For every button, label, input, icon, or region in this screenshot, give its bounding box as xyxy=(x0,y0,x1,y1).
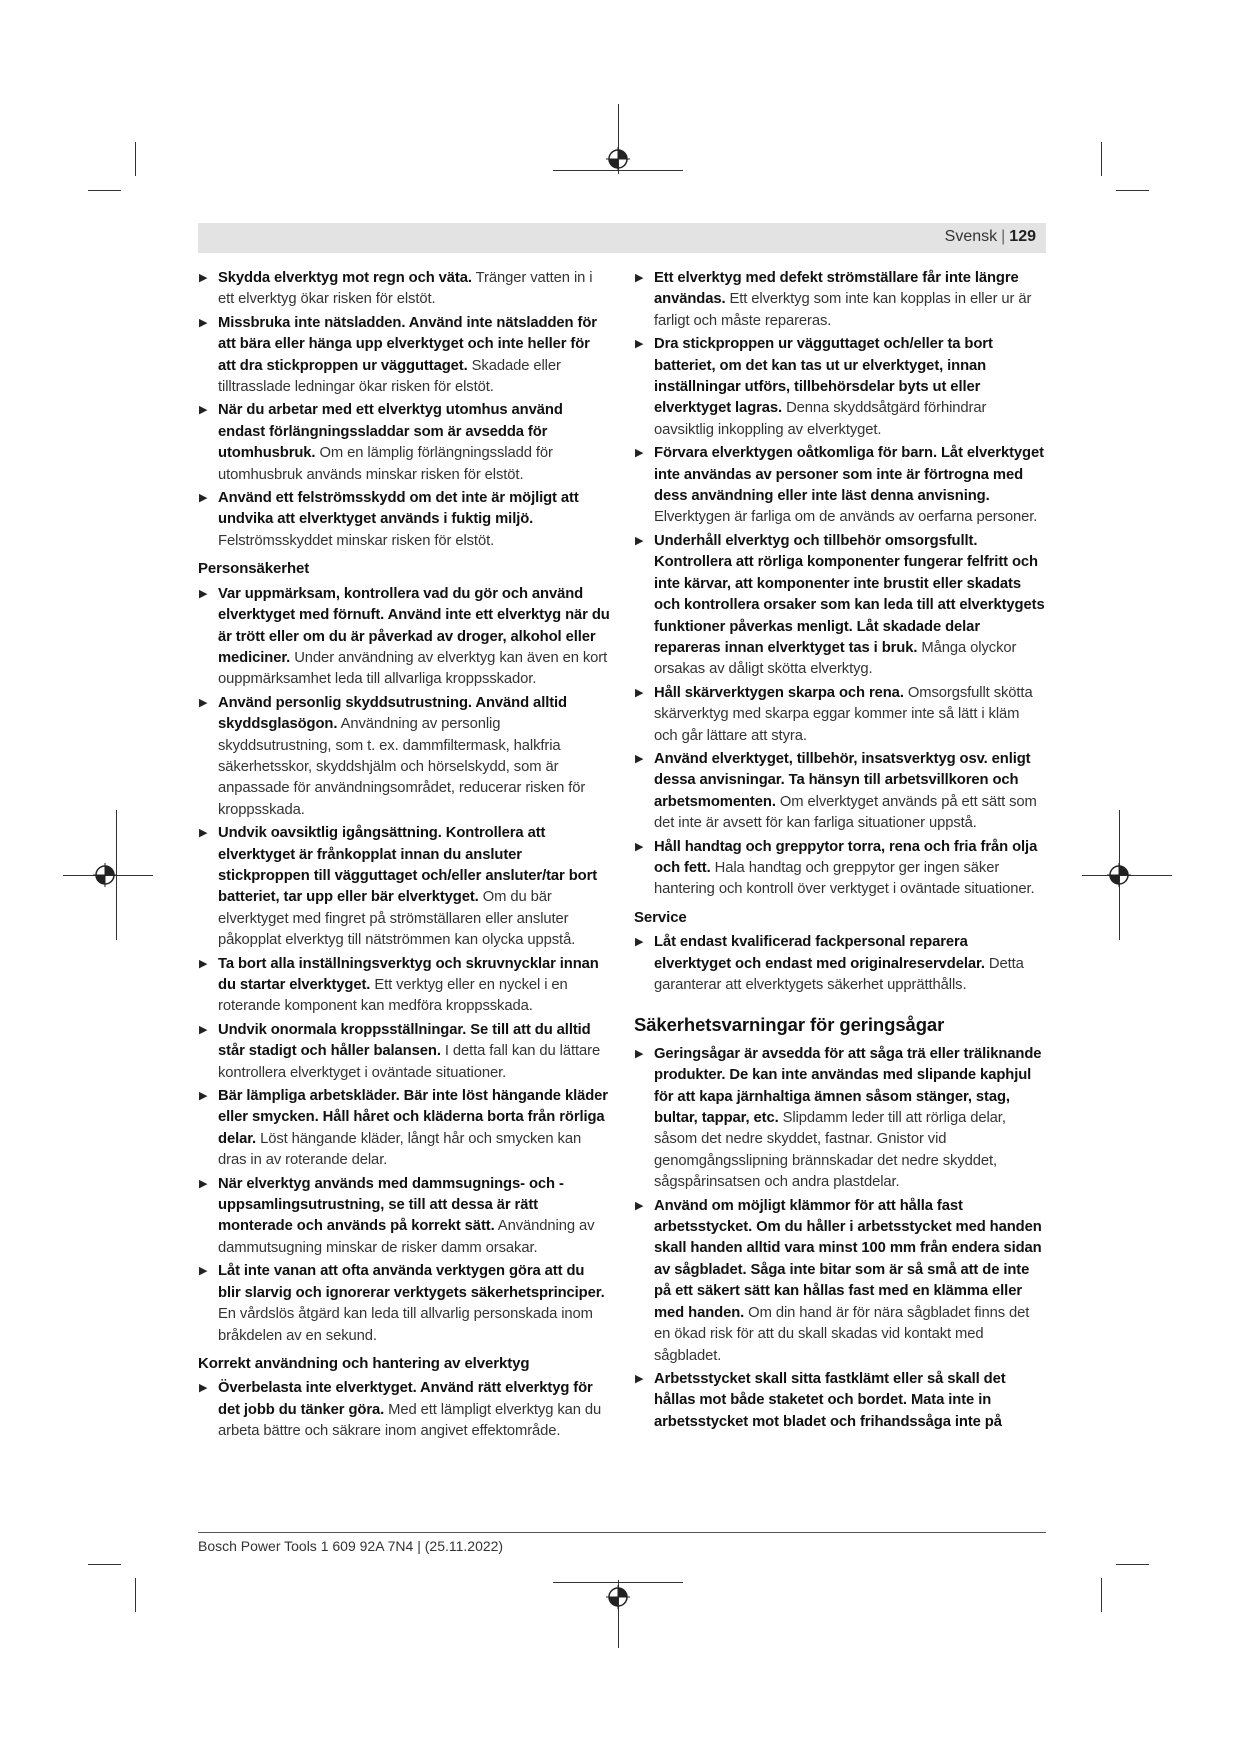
list-item: ▶ Skydda elverktyg mot regn och väta. Tränger vatten in i ett elverktyg ökar risken för elstöt. xyxy=(198,268,610,311)
list-item: ▶ Ett elverktyg med defekt strömställare får inte längre användas. Ett elverktyg som inte kan kopplas in eller ur är farligt och måste repareras. xyxy=(634,268,1046,332)
right-column xyxy=(634,268,1046,1435)
crop-mark xyxy=(1101,142,1102,176)
list-item: ▶ Låt inte vanan att ofta använda verktygen göra att du blir slarvig och ignorerar verktygets säkerhetsprinciper. En vårdslös åtgärd kan leda till allvarlig personskada inom bråkdelen av en sekund. xyxy=(198,1261,610,1347)
list-item: ▶ Arbetsstycket skall sitta fastklämt eller så skall det hållas mot både staketet och bordet. Mata inte in arbetsstycket mot bladet och frihandssåga inte på xyxy=(634,1369,1046,1433)
registration-target-icon xyxy=(606,147,630,171)
list-item: ▶ När elverktyg används med dammsugnings- och -uppsamlingsutrustning, se till att dessa är rätt monterade och används på korrekt sätt. Användning av dammutsugning minskar de risker damm orsakar. xyxy=(198,1174,610,1260)
list-item: ▶ Undvik oavsiktlig igångsättning. Kontrollera att elverktyget är frånkopplat innan du ansluter stickproppen till vägguttaget och/eller ansluter/tar bort batteriet, tar upp eller bär elverktyget. Om du bär elverktyget med fingret på strömställaren eller ansluter påkopplat elverktyg till nätströmmen kan olycka uppstå. xyxy=(198,823,610,951)
left-column xyxy=(198,268,610,1445)
subheading-service: Service xyxy=(634,908,687,926)
list-item: ▶ Var uppmärksam, kontrollera vad du gör och använd elverktyget med förnuft. Använd inte ett elverktyg när du är trött eller om du är påverkad av droger, alkohol eller mediciner. Under användning av elverktyg kan även en kort ouppmärksamhet leda till allvarliga kroppsskador. xyxy=(198,584,610,691)
subheading-tool-usage: Korrekt användning och hantering av elverktyg xyxy=(198,1354,530,1372)
subheading-personal-safety: Personsäkerhet xyxy=(198,560,310,578)
list-item: ▶ Använd om möjligt klämmor för att hålla fast arbetsstycket. Om du håller i arbetsstycket med handen skall handen alltid vara minst 100 mm från endera sidan av sågbladet. Såga inte bitar som är så små att de inte på ett säkert sätt kan hållas fast med en klämma eller med handen. Om din hand är för nära sågbladet finns det en ökad risk för att du skall skadas vid kontakt med sågbladet. xyxy=(634,1196,1046,1367)
page-number: 129 xyxy=(1009,228,1036,245)
crop-mark xyxy=(1101,1578,1102,1612)
crop-mark xyxy=(88,190,121,191)
crop-mark xyxy=(1116,190,1149,191)
list-item: ▶ Ta bort alla inställningsverktyg och skruvnycklar innan du startar elverktyget. Ett verktyg eller en nyckel i en roterande komponent kan medföra kroppsskada. xyxy=(198,954,610,1018)
list-item: ▶ Använd elverktyget, tillbehör, insatsverktyg osv. enligt dessa anvisningar. Ta hänsyn till arbetsvillkoren och arbetsmomenten. Om elverktyget används på ett sätt som det inte är avsett för kan farliga situationer uppstå. xyxy=(634,749,1046,835)
list-item: ▶ När du arbetar med ett elverktyg utomhus använd endast förlängningssladdar som är avsedda för utomhusbruk. Om en lämplig förlängningssladd för utomhusbruk används minskar risken för elstöt. xyxy=(198,400,610,486)
list-item: ▶ Använd personlig skyddsutrustning. Använd alltid skyddsglasögon. Användning av personlig skyddsutrustning, som t. ex. dammfiltermask, halkfria säkerhetsskor, skyddshjälm och hörselskydd, som är anpassade för användningsområdet, reducerar risken för kroppsskada. xyxy=(198,693,610,821)
footer-divider xyxy=(198,1532,1046,1533)
header-text: Svensk | 129 xyxy=(944,228,1036,245)
section-title: Säkerhetsvarningar för geringsågar xyxy=(634,1014,945,1036)
list-item: ▶ Bär lämpliga arbetskläder. Bär inte löst hängande kläder eller smycken. Håll håret och kläderna borta från rörliga delar. Löst hängande kläder, långt hår och smycken kan dras in av roterande delar. xyxy=(198,1086,610,1172)
list-item: ▶ Missbruka inte nätsladden. Använd inte nätsladden för att bära eller hänga upp elverktyget och inte heller för att dra stickproppen ur vägguttaget. Skadade eller tilltrasslade ledningar ökar risken för elstöt. xyxy=(198,313,610,399)
registration-line xyxy=(553,1582,683,1583)
crop-mark xyxy=(135,142,136,176)
list-item: ▶ Undvik onormala kroppsställningar. Se till att du alltid står stadigt och håller balansen. I detta fall kan du lättare kontrollera elverktyget i oväntade situationer. xyxy=(198,1020,610,1084)
registration-target-icon xyxy=(606,1585,630,1609)
registration-target-icon xyxy=(93,863,117,887)
list-item: ▶ Underhåll elverktyg och tillbehör omsorgsfullt. Kontrollera att rörliga komponenter fungerar felfritt och inte kärvar, att komponenter inte brustit eller skadats och kontrollera orsaker som kan leda till att elverktygets funktioner påverkas menligt. Låt skadade delar repareras innan elverktyget tas i bruk. Många olyckor orsakas av dåligt skötta elverktyg. xyxy=(634,531,1046,681)
registration-target-icon xyxy=(1107,863,1131,887)
list-item: ▶ Överbelasta inte elverktyget. Använd rätt elverktyg för det jobb du tänker göra. Med ett lämpligt elverktyg kan du arbeta bättre och säkrare inom angivet effektområde. xyxy=(198,1378,610,1442)
list-item: ▶ Håll skärverktygen skarpa och rena. Omsorgsfullt skötta skärverktyg med skarpa eggar kommer inte så lätt i kläm och går lättare att styra. xyxy=(634,683,1046,747)
list-item: ▶ Förvara elverktygen oåtkomliga för barn. Låt elverktyget inte användas av personer som inte är förtrogna med dess användning eller inte läst denna anvisning. Elverktygen är farliga om de används av oerfarna personer. xyxy=(634,443,1046,529)
list-item: ▶ Geringsågar är avsedda för att såga trä eller träliknande produkter. De kan inte användas med slipande kaphjul för att kapa järnhaltiga ämnen såsom stänger, stag, bultar, tappar, etc. Slipdamm leder till att rörliga delar, såsom det nedre skyddet, fastnar. Gnistor vid genomgångsslipning brännskadar det nedre skyddet, sågspårinsatsen och andra plastdelar. xyxy=(634,1044,1046,1194)
footer-text: Bosch Power Tools 1 609 92A 7N4 | (25.11.2022) xyxy=(198,1538,504,1554)
crop-mark xyxy=(135,1578,136,1612)
page-header xyxy=(198,223,1046,253)
header-language: Svensk xyxy=(944,228,998,245)
list-item: ▶ Håll handtag och greppytor torra, rena och fria från olja och fett. Hala handtag och greppytor ger ingen säker hantering och kontroll över verktyget i oväntade situationer. xyxy=(634,837,1046,901)
crop-mark xyxy=(1116,1564,1149,1565)
list-item: ▶ Använd ett felströmsskydd om det inte är möjligt att undvika att elverktyget används i fuktig miljö. Felströmsskyddet minskar risken för elstöt. xyxy=(198,488,610,552)
list-item: ▶ Låt endast kvalificerad fackpersonal reparera elverktyget och endast med originalreservdelar. Detta garanterar att elverktygets säkerhet upprätthålls. xyxy=(634,932,1046,996)
crop-mark xyxy=(88,1564,121,1565)
list-item: ▶ Dra stickproppen ur vägguttaget och/eller ta bort batteriet, om det kan tas ut ur elverktyget, innan inställningar utförs, tillbehörsdelar byts ut eller elverktyget lagras. Denna skyddsåtgärd förhindrar oavsiktlig inkoppling av elverktyget. xyxy=(634,334,1046,441)
